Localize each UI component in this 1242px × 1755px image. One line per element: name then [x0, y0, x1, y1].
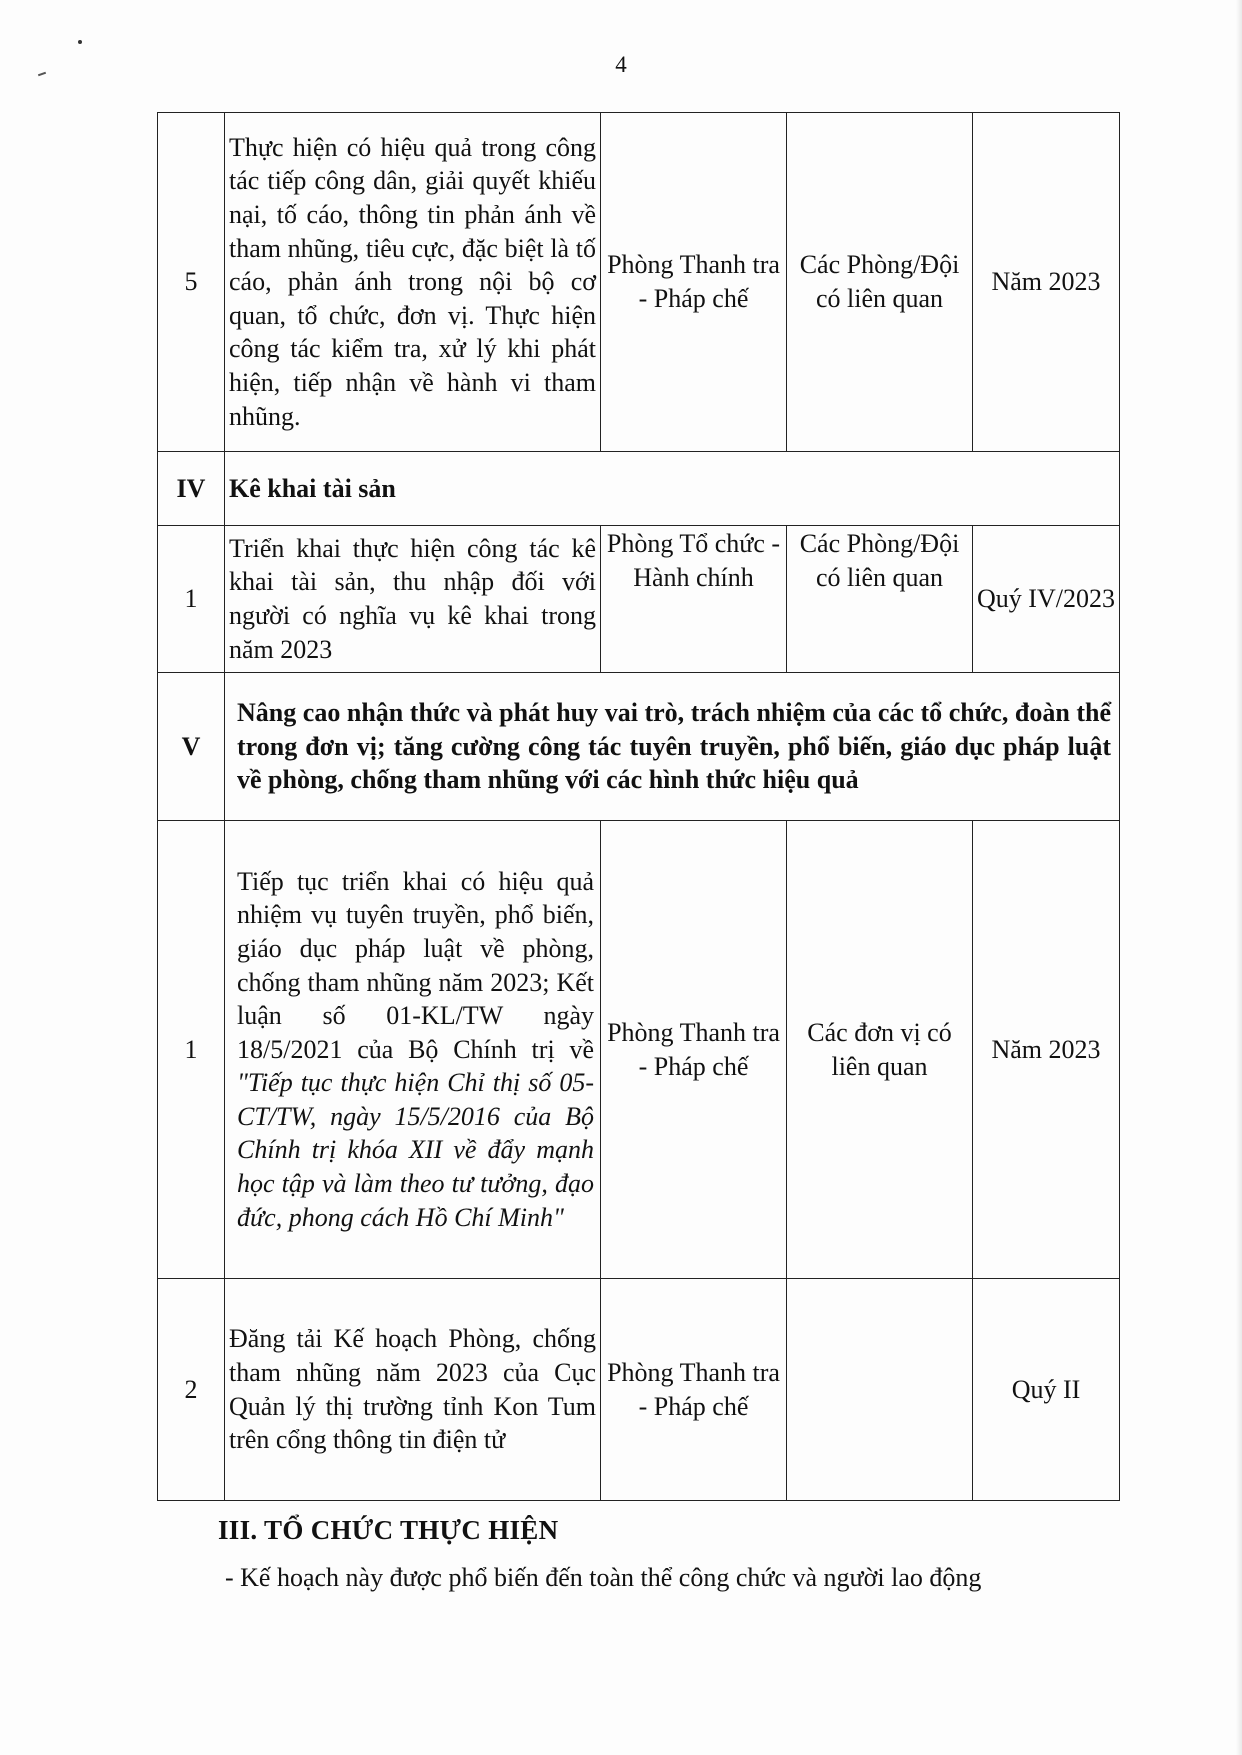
table-row	[158, 1279, 1120, 1501]
lead-unit: Phòng Thanh tra - Pháp chế	[601, 1279, 787, 1501]
coordinating-unit: Các Phòng/Đội có liên quan	[787, 526, 973, 673]
row-number: 1	[158, 821, 225, 1279]
section-number: IV	[158, 452, 225, 526]
task-description-quote: "Tiếp tục thực hiện Chỉ thị số 05- CT/TW, ngày 15/5/2016 của Bộ Chính trị khóa XII về đẩy mạnh học tập và làm theo tư tưởng, đạo đức, phong cách Hồ Chí Minh"	[237, 1068, 594, 1232]
section-text: - Kế hoạch này được phổ biến đến toàn thể công chức và người lao động	[225, 1563, 982, 1592]
lead-unit: Phòng Tổ chức - Hành chính	[601, 526, 787, 673]
section-number: V	[158, 673, 225, 821]
row-number: 5	[158, 113, 225, 452]
section-title: III. TỔ CHỨC THỰC HIỆN	[218, 1515, 559, 1545]
timeline: Năm 2023	[973, 113, 1120, 452]
row-number: 1	[158, 526, 225, 673]
row-number: 2	[158, 1279, 225, 1501]
scan-speck	[78, 40, 82, 44]
task-description: Đăng tải Kế hoạch Phòng, chống tham nhũng năm 2023 của Cục Quản lý thị trường tỉnh Kon Tum trên cổng thông tin điện tử	[225, 1279, 601, 1501]
plan-table	[157, 112, 1120, 1501]
page-number: 4	[615, 52, 627, 77]
section-row	[158, 452, 1120, 526]
coordinating-unit	[787, 1279, 973, 1501]
table-row	[158, 113, 1120, 452]
lead-unit: Phòng Thanh tra - Pháp chế	[601, 821, 787, 1279]
table-row	[158, 821, 1120, 1279]
section-row	[158, 673, 1120, 821]
section-heading: Nâng cao nhận thức và phát huy vai trò, trách nhiệm của các tổ chức, đoàn thể trong đơn vị; tăng cường công tác tuyên truyền, phổ biến, giáo dục pháp luật về phòng, chống tham nhũng với các hình thức hiệu quả	[225, 673, 1120, 821]
timeline: Quý II	[973, 1279, 1120, 1501]
task-description: Triển khai thực hiện công tác kê khai tài sản, thu nhập đối với người có nghĩa vụ kê khai trong năm 2023	[225, 526, 601, 673]
section-heading: Kê khai tài sản	[225, 452, 1120, 526]
lead-unit: Phòng Thanh tra - Pháp chế	[601, 113, 787, 452]
task-description: Thực hiện có hiệu quả trong công tác tiếp công dân, giải quyết khiếu nại, tố cáo, thông tin phản ánh về tham nhũng, tiêu cực, đặc biệt là tố cáo, phản ánh trong nội bộ cơ quan, tổ chức, đơn vị. Thực hiện công tác kiểm tra, xử lý khi phát hiện, tiếp nhận về hành vi tham nhũng.	[225, 113, 601, 452]
timeline: Năm 2023	[973, 821, 1120, 1279]
coordinating-unit: Các Phòng/Đội có liên quan	[787, 113, 973, 452]
timeline: Quý IV/2023	[973, 526, 1120, 673]
table-row	[158, 526, 1120, 673]
scan-edge-shadow	[1236, 0, 1242, 1755]
task-description	[225, 821, 601, 1279]
task-description-text: Tiếp tục triển khai có hiệu quả nhiệm vụ tuyên truyền, phổ biến, giáo dục pháp luật về phòng, chống tham nhũng năm 2023; Kết luận số 01-KL/TW ngày 18/5/2021 của Bộ Chính trị về	[237, 866, 594, 1064]
coordinating-unit: Các đơn vị có liên quan	[787, 821, 973, 1279]
